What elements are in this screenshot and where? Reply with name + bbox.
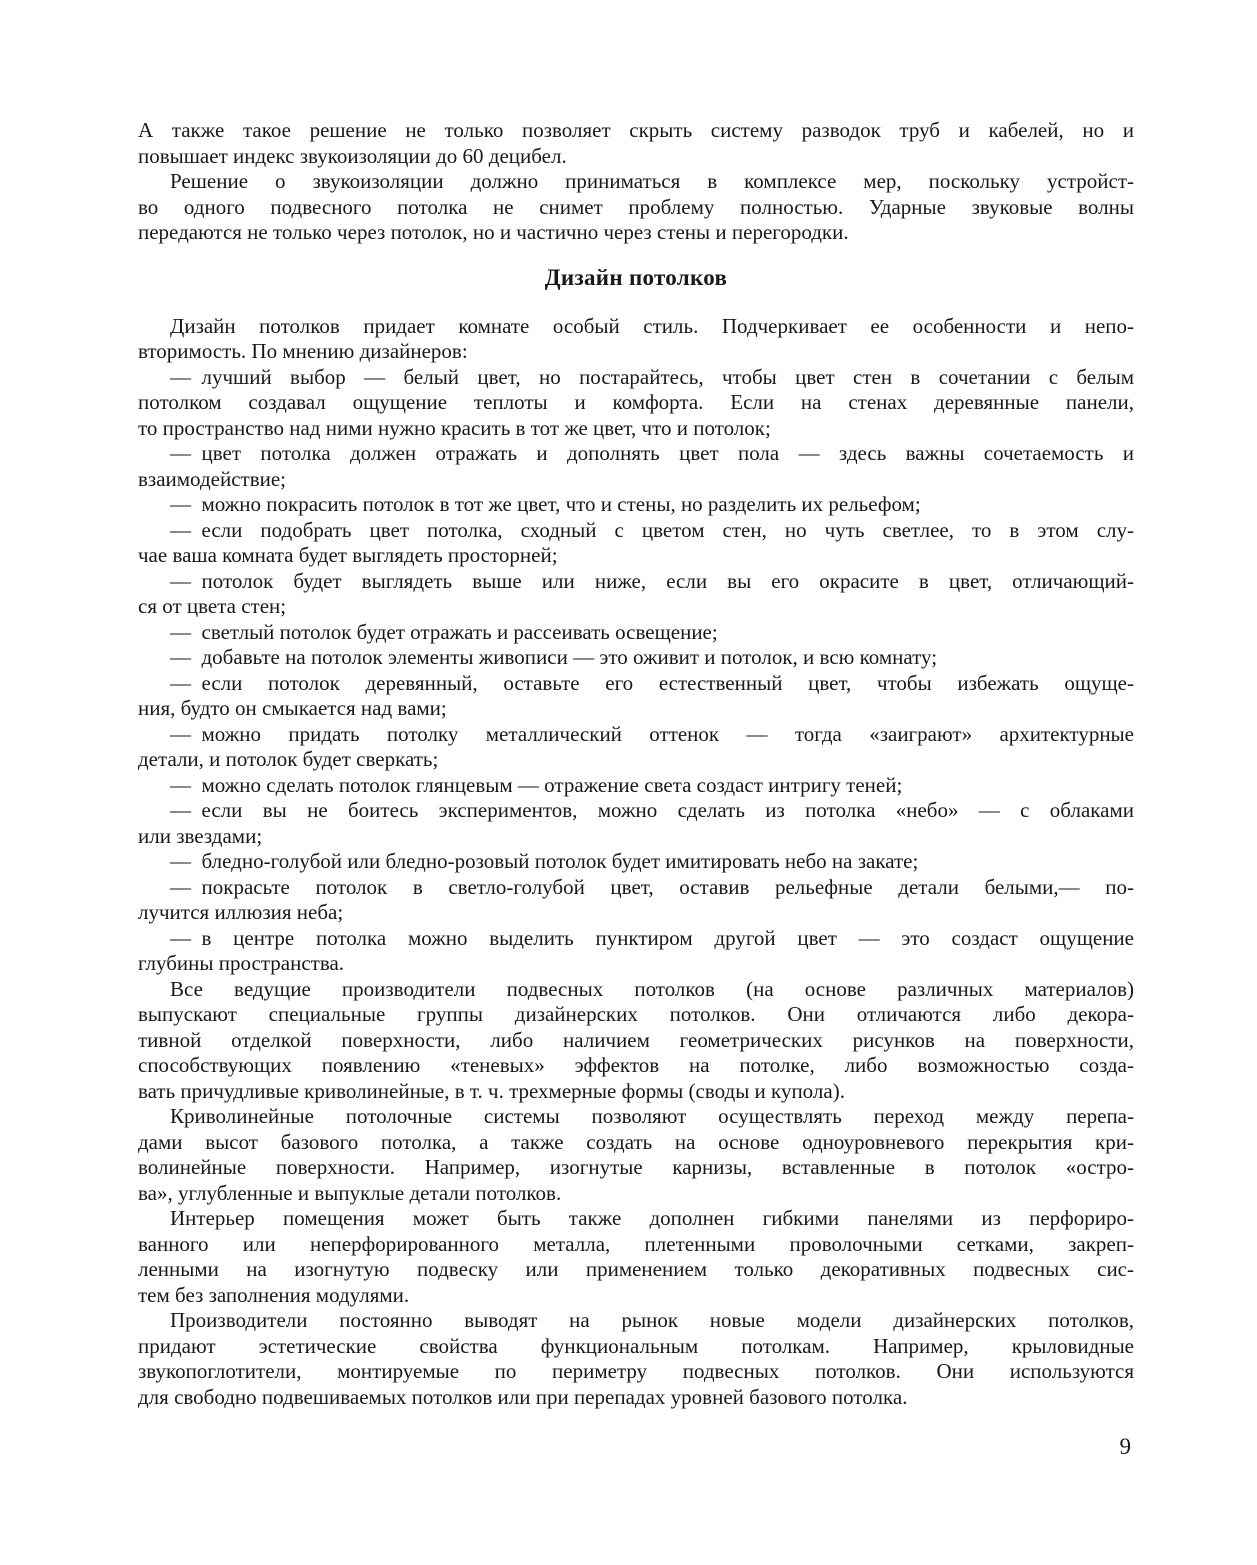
text-line: повышает индекс звукоизоляции до 60 децибел. <box>138 143 567 168</box>
text-line: чае ваша комната будет выглядеть просторней; <box>138 543 558 567</box>
text-line: — потолок будет выглядеть выше или ниже, если вы его окрасите в цвет, отличающий- <box>170 568 1134 593</box>
text-line: Решение о звукоизоляции должно приниматься в комплексе мер, поскольку устройст- <box>170 169 1134 193</box>
paragraph <box>138 926 1134 977</box>
text-line: способствующих появлению «теневых» эффектов на потолке, либо возможностью созда- <box>138 1053 1134 1077</box>
text-line: Криволинейные потолочные системы позволяют осуществлять переход между перепа- <box>170 1104 1134 1128</box>
text-line: — цвет потолка должен отражать и дополнять цвет пола — здесь важны сочетаемость и <box>170 441 1134 465</box>
paragraph <box>138 169 1134 246</box>
paragraph <box>138 365 1134 442</box>
paragraph <box>138 977 1134 1105</box>
body-section <box>138 314 1134 1411</box>
text-line: Дизайн потолков придает комнате особый стиль. Подчеркивает ее особенности и непо- <box>170 313 1134 338</box>
text-line: Интерьер помещения может быть также дополнен гибкими панелями из перфориро- <box>170 1206 1134 1230</box>
section-heading: Дизайн потолков <box>544 264 728 290</box>
text-line: — если вы не боитесь экспериментов, можно сделать из потолка «небо» — с облаками <box>170 798 1134 822</box>
page-number: 9 <box>1119 1434 1131 1459</box>
text-line: выпускают специальные группы дизайнерских потолков. Они отличаются либо декора- <box>138 1002 1134 1026</box>
text-line: во одного подвесного потолка не снимет проблему полностью. Ударные звуковые волны <box>138 194 1134 219</box>
text-line: глубины пространства. <box>138 951 345 975</box>
text-line: А также такое решение не только позволяет скрыть систему разводок труб и кабелей, но и <box>138 118 1134 142</box>
text-line: ленными на изогнутую подвеску или применением только декоративных подвесных сис- <box>138 1257 1134 1281</box>
text-line: дами высот базового потолка, а также создать на основе одноуровневого перекрытия кри- <box>138 1129 1134 1154</box>
paragraph <box>138 118 1134 169</box>
text-line: — можно придать потолку металлический оттенок — тогда «заиграют» архитектурные <box>170 721 1134 746</box>
paragraph <box>138 645 1134 671</box>
paragraph <box>138 773 1134 799</box>
text-line: потолком создавал ощущение теплоты и комфорта. Если на стенах деревянные панели, <box>138 390 1134 414</box>
paragraph <box>138 620 1134 646</box>
paragraph <box>138 518 1134 569</box>
paragraph <box>138 492 1134 518</box>
text-line: — добавьте на потолок элементы живописи — это оживит и потолок, и всю комнату; <box>170 645 938 669</box>
text-line: — можно сделать потолок глянцевым — отражение света создаст интригу теней; <box>170 772 903 797</box>
text-line: детали, и потолок будет сверкать; <box>138 747 439 771</box>
paragraph <box>138 1308 1134 1410</box>
text-line: для свободно подвешиваемых потолков или при перепадах уровней базового потолка. <box>138 1384 908 1409</box>
text-line: то пространство над ними нужно красить в тот же цвет, что и потолок; <box>138 415 771 440</box>
text-line: — в центре потолка можно выделить пунктиром другой цвет — это создаст ощущение <box>170 925 1134 950</box>
text-line: Все ведущие производители подвесных потолков (на основе различных материалов) <box>170 976 1134 1001</box>
text-line: Производители постоянно выводят на рынок новые модели дизайнерских потолков, <box>170 1308 1134 1332</box>
text-line: — светлый потолок будет отражать и рассеивать освещение; <box>170 619 718 644</box>
paragraph <box>138 1104 1134 1206</box>
text-line: лучится иллюзия неба; <box>138 900 344 924</box>
paragraph <box>138 671 1134 722</box>
text-line: или звездами; <box>138 823 263 848</box>
text-line: тивной отделкой поверхности, либо наличием геометрических рисунков на поверхности, <box>138 1027 1134 1052</box>
paragraph <box>138 1206 1134 1308</box>
text-line: вать причудливые криволинейные, в т. ч. трехмерные формы (своды и купола). <box>138 1078 845 1103</box>
text-line: — если подобрать цвет потолка, сходный с цветом стен, но чуть светлее, то в этом слу- <box>170 517 1134 542</box>
text-line: взаимодействие; <box>138 466 287 491</box>
text-line: — лучший выбор — белый цвет, но постарайтесь, чтобы цвет стен в сочетании с белым <box>170 364 1134 389</box>
paragraph <box>138 441 1134 492</box>
paragraph <box>138 798 1134 849</box>
text-line: ся от цвета стен; <box>138 594 287 618</box>
text-line: ва», углубленные и выпуклые детали потолков. <box>138 1180 562 1205</box>
paragraph <box>138 875 1134 926</box>
text-line: ния, будто он смыкается над вами; <box>138 696 447 720</box>
paragraph <box>138 849 1134 875</box>
paragraph <box>138 569 1134 620</box>
intro-section <box>138 118 1134 246</box>
text-line: — можно покрасить потолок в тот же цвет, что и стены, но разделить их рельефом; <box>170 492 921 516</box>
text-line: придают эстетические свойства функциональным потолкам. Например, крыловидные <box>138 1333 1134 1358</box>
text-line: передаются не только через потолок, но и частично через стены и перегородки. <box>138 220 849 244</box>
paragraph <box>138 722 1134 773</box>
text-column <box>138 118 1134 1410</box>
text-line: — если потолок деревянный, оставьте его естественный цвет, чтобы избежать ощуще- <box>170 670 1134 695</box>
text-line: — бледно-голубой или бледно-розовый потолок будет имитировать небо на закате; <box>170 849 919 873</box>
text-line: вторимость. По мнению дизайнеров: <box>138 339 468 363</box>
paragraph <box>138 314 1134 365</box>
text-line: — покрасьте потолок в светло-голубой цвет, оставив рельефные детали белыми,— по- <box>170 874 1134 899</box>
text-line: звукопоглотители, монтируемые по периметру подвесных потолков. Они используются <box>138 1359 1134 1383</box>
text-line: волинейные поверхности. Например, изогнутые карнизы, вставленные в потолок «остро- <box>138 1155 1134 1179</box>
text-line: ванного или неперфорированного металла, плетенными проволочными сетками, закреп- <box>138 1231 1134 1256</box>
text-line: тем без заполнения модулями. <box>138 1282 410 1307</box>
